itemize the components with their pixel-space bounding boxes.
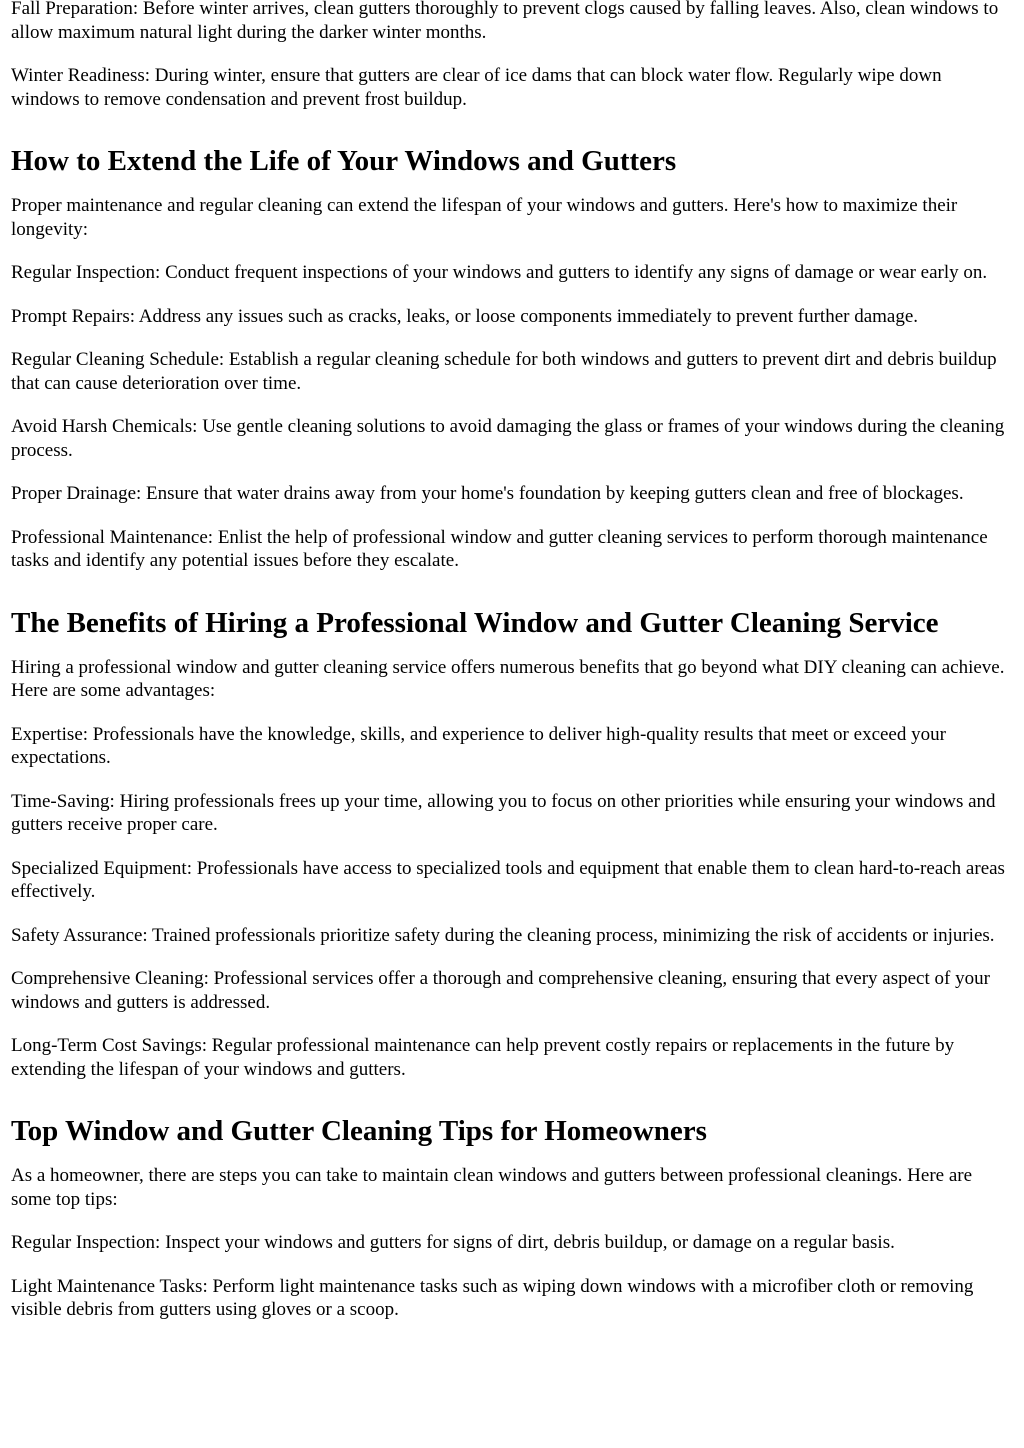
paragraph-tip-light-maintenance: Light Maintenance Tasks: Perform light maintenance tasks such as wiping down windows with a microfiber cloth or removing visible debris from gutters using gloves or a scoop. bbox=[11, 1275, 974, 1320]
paragraph-fall-preparation: Fall Preparation: Before winter arrives, clean gutters thoroughly to prevent clogs caused by falling leaves. Also, clean windows to allow maximum natural light during the darker winter months. bbox=[11, 0, 999, 43]
paragraph-professional-maintenance: Professional Maintenance: Enlist the help of professional window and gutter cleaning services to perform thorough maintenance tasks and identify any potential issues before they escalate. bbox=[11, 526, 988, 571]
paragraph-cleaning-schedule: Regular Cleaning Schedule: Establish a regular cleaning schedule for both windows and gutters to prevent dirt and debris buildup that can cause deterioration over time. bbox=[11, 349, 997, 394]
paragraph-tip-regular-inspection: Regular Inspection: Inspect your windows and gutters for signs of dirt, debris buildup, or damage on a regular basis. bbox=[11, 1232, 895, 1253]
paragraph-expertise: Expertise: Professionals have the knowledge, skills, and experience to deliver high-quality results that meet or exceed your expectations. bbox=[11, 723, 946, 768]
paragraph-specialized-equipment: Specialized Equipment: Professionals have access to specialized tools and equipment that enable them to clean hard-to-reach areas effectively. bbox=[11, 857, 1005, 902]
paragraph-time-saving: Time-Saving: Hiring professionals frees up your time, allowing you to focus on other priorities while ensuring your windows and gutters receive proper care. bbox=[11, 790, 996, 835]
paragraph-tips-intro: As a homeowner, there are steps you can take to maintain clean windows and gutters between professional cleanings. Here are some top tips: bbox=[11, 1165, 973, 1210]
paragraph-regular-inspection: Regular Inspection: Conduct frequent inspections of your windows and gutters to identify any signs of damage or wear early on. bbox=[11, 262, 988, 283]
paragraph-extend-intro: Proper maintenance and regular cleaning can extend the lifespan of your windows and gutters. Here's how to maximize their longevity: bbox=[11, 195, 958, 240]
paragraph-proper-drainage: Proper Drainage: Ensure that water drains away from your home's foundation by keeping gutters clean and free of blockages. bbox=[11, 483, 964, 504]
paragraph-benefits-intro: Hiring a professional window and gutter cleaning service offers numerous benefits that go beyond what DIY cleaning can achieve. Here are some advantages: bbox=[11, 656, 1005, 701]
paragraph-comprehensive-cleaning: Comprehensive Cleaning: Professional services offer a thorough and comprehensive cleaning, ensuring that every aspect of your windows and gutters is addressed. bbox=[11, 968, 990, 1013]
paragraph-winter-readiness: Winter Readiness: During winter, ensure that gutters are clear of ice dams that can block water flow. Regularly wipe down windows to remove condensation and prevent frost buildup. bbox=[11, 65, 942, 110]
heading-benefits: The Benefits of Hiring a Professional Window and Gutter Cleaning Service bbox=[11, 606, 939, 639]
paragraph-safety-assurance: Safety Assurance: Trained professionals prioritize safety during the cleaning process, minimizing the risk of accidents or injuries. bbox=[11, 924, 995, 946]
heading-top-tips: Top Window and Gutter Cleaning Tips for Homeowners bbox=[11, 1115, 707, 1147]
paragraph-cost-savings: Long-Term Cost Savings: Regular professional maintenance can help prevent costly repairs or replacements in the future by extending the lifespan of your windows and gutters. bbox=[11, 1035, 955, 1080]
heading-extend-life: How to Extend the Life of Your Windows and Gutters bbox=[11, 145, 677, 177]
paragraph-avoid-chemicals: Avoid Harsh Chemicals: Use gentle cleaning solutions to avoid damaging the glass or frames of your windows during the cleaning process. bbox=[11, 416, 1005, 461]
article-body bbox=[11, 0, 1014, 1322]
paragraph-prompt-repairs: Prompt Repairs: Address any issues such as cracks, leaks, or loose components immediately to prevent further damage. bbox=[11, 305, 919, 327]
